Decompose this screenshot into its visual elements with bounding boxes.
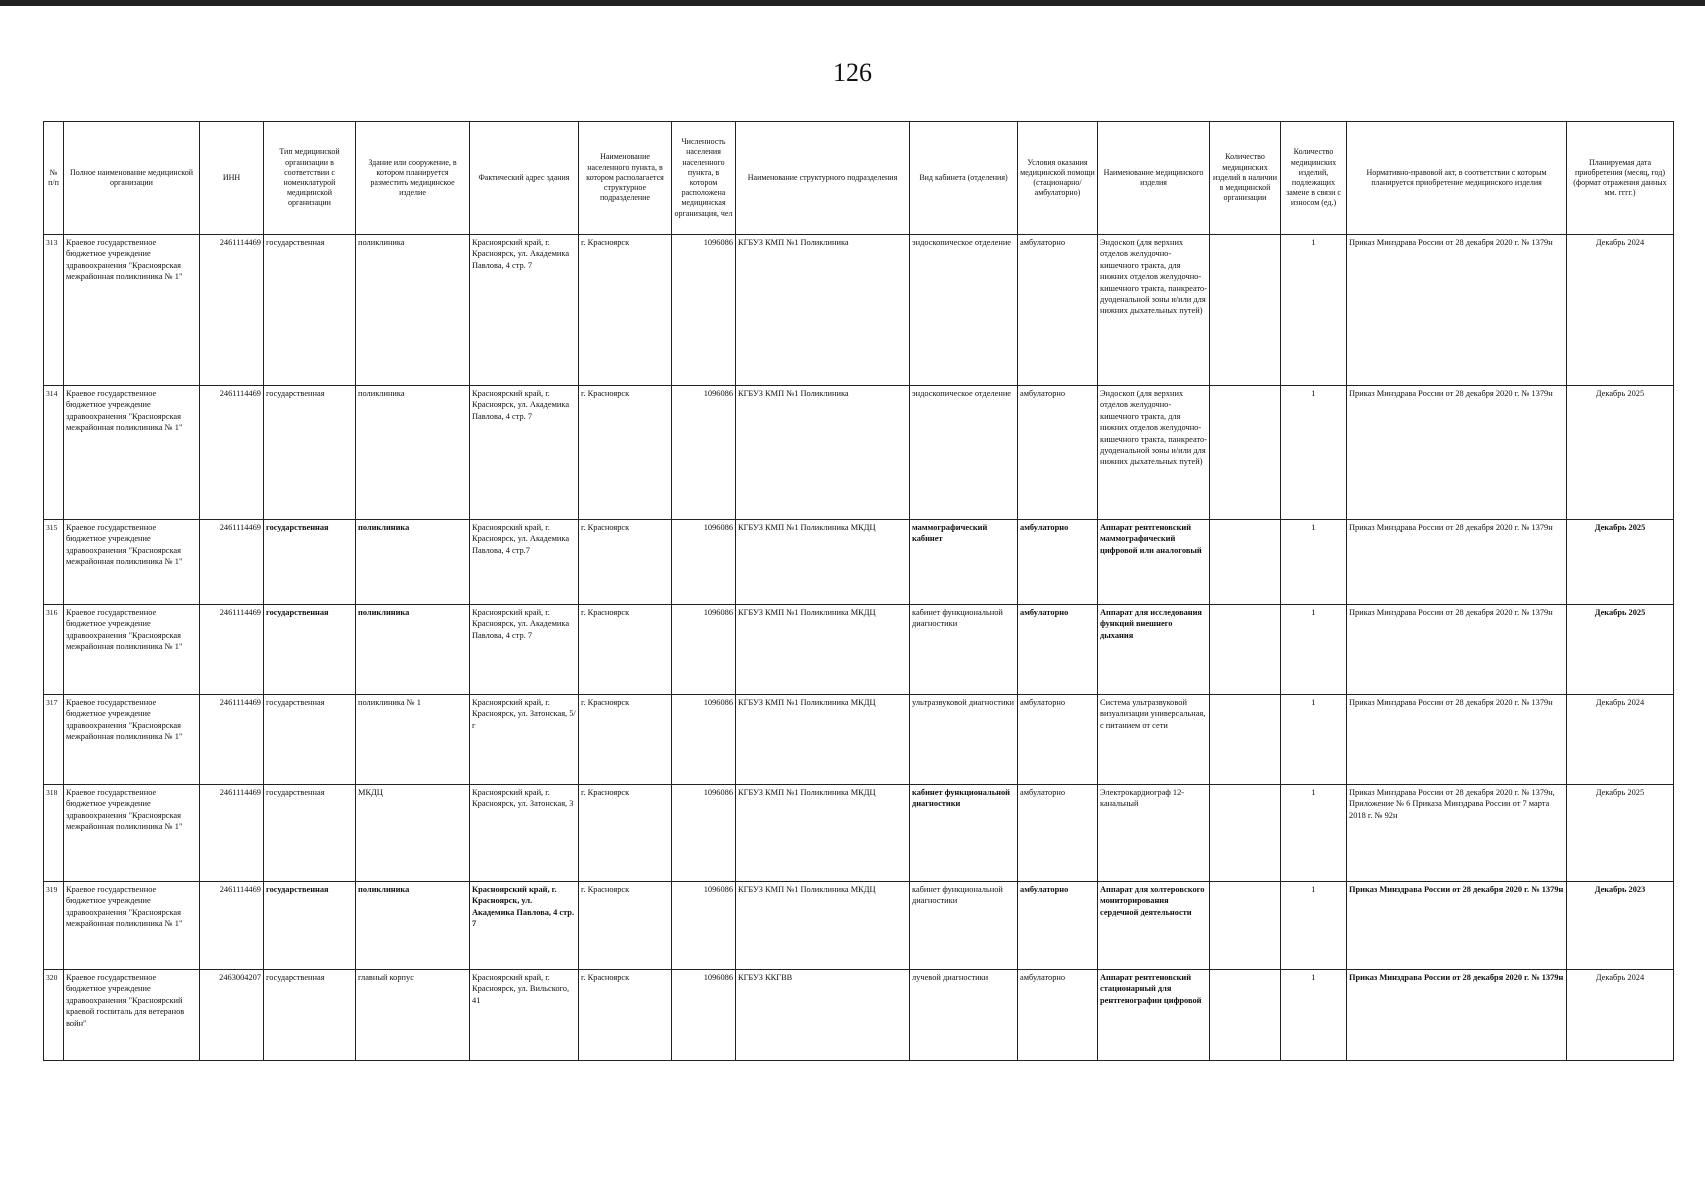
purchase-date: Декабрь 2024 <box>1567 970 1674 1061</box>
replace-count: 1 <box>1281 386 1347 520</box>
purchase-date: Декабрь 2025 <box>1567 785 1674 882</box>
available-count <box>1210 520 1281 605</box>
locality: г. Красноярск <box>579 235 672 386</box>
building: поликлиника <box>356 882 470 970</box>
building: поликлиника <box>356 386 470 520</box>
top-border-bar <box>0 0 1705 6</box>
column-header: Нормативно-правовой акт, в соответствии с которым планируется приобретение медицинского изделия <box>1347 122 1567 235</box>
population: 1096086 <box>672 605 736 695</box>
org-name: Краевое государственное бюджетное учреждение здравоохранения "Красноярская межрайонная поликлиника № 1" <box>64 785 200 882</box>
table-header-row <box>44 122 1674 235</box>
conditions: амбулаторно <box>1018 882 1098 970</box>
column-header: Наименование медицинского изделия <box>1098 122 1210 235</box>
table-row <box>44 520 1674 605</box>
org-type: государственная <box>264 605 356 695</box>
legal-act: Приказ Минздрава России от 28 декабря 2020 г. № 1379н <box>1347 520 1567 605</box>
conditions: амбулаторно <box>1018 386 1098 520</box>
population: 1096086 <box>672 235 736 386</box>
available-count <box>1210 785 1281 882</box>
population: 1096086 <box>672 785 736 882</box>
replace-count: 1 <box>1281 970 1347 1061</box>
locality: г. Красноярск <box>579 605 672 695</box>
address: Красноярский край, г. Красноярск, ул. Затонская, 5/г <box>470 695 579 785</box>
inn: 2461114469 <box>200 695 264 785</box>
purchase-date: Декабрь 2025 <box>1567 386 1674 520</box>
org-type: государственная <box>264 235 356 386</box>
legal-act: Приказ Минздрава России от 28 декабря 2020 г. № 1379н <box>1347 605 1567 695</box>
unit: КГБУЗ КМП №1 Поликлиника МКДЦ <box>736 882 910 970</box>
table-row <box>44 605 1674 695</box>
population: 1096086 <box>672 970 736 1061</box>
legal-act: Приказ Минздрава России от 28 декабря 2020 г. № 1379н <box>1347 235 1567 386</box>
column-header: Наименование структурного подразделения <box>736 122 910 235</box>
row-number: 314 <box>44 386 64 520</box>
purchase-date: Декабрь 2024 <box>1567 235 1674 386</box>
org-name: Краевое государственное бюджетное учреждение здравоохранения "Красноярская межрайонная поликлиника № 1" <box>64 605 200 695</box>
cabinet: ультразвуковой диагностики <box>910 695 1018 785</box>
column-header: Полное наименование медицинской организации <box>64 122 200 235</box>
building: поликлиника <box>356 235 470 386</box>
row-number: 313 <box>44 235 64 386</box>
cabinet: эндоскопическое отделение <box>910 386 1018 520</box>
org-name: Краевое государственное бюджетное учреждение здравоохранения "Красноярская межрайонная поликлиника № 1" <box>64 520 200 605</box>
population: 1096086 <box>672 386 736 520</box>
org-type: государственная <box>264 695 356 785</box>
available-count <box>1210 970 1281 1061</box>
legal-act: Приказ Минздрава России от 28 декабря 2020 г. № 1379н <box>1347 386 1567 520</box>
address: Красноярский край, г. Красноярск, ул. Академика Павлова, 4 стр. 7 <box>470 882 579 970</box>
row-number: 318 <box>44 785 64 882</box>
legal-act: Приказ Минздрава России от 28 декабря 2020 г. № 1379н <box>1347 970 1567 1061</box>
device: Аппарат для исследования функций внешнего дыхания <box>1098 605 1210 695</box>
unit: КГБУЗ КМП №1 Поликлиника МКДЦ <box>736 695 910 785</box>
locality: г. Красноярск <box>579 785 672 882</box>
conditions: амбулаторно <box>1018 520 1098 605</box>
page-number: 126 <box>833 58 872 87</box>
column-header: Фактический адрес здания <box>470 122 579 235</box>
population: 1096086 <box>672 695 736 785</box>
legal-act: Приказ Минздрава России от 28 декабря 2020 г. № 1379н <box>1347 882 1567 970</box>
equipment-table <box>43 121 1674 1061</box>
inn: 2461114469 <box>200 386 264 520</box>
org-name: Краевое государственное бюджетное учреждение здравоохранения "Красноярская межрайонная поликлиника № 1" <box>64 695 200 785</box>
table-row <box>44 386 1674 520</box>
org-name: Краевое государственное бюджетное учреждение здравоохранения "Красноярский краевой госпиталь для ветеранов войн" <box>64 970 200 1061</box>
available-count <box>1210 605 1281 695</box>
legal-act: Приказ Минздрава России от 28 декабря 2020 г. № 1379н, Приложение № 6 Приказа Минздрава России от 7 марта 2018 г. № 92н <box>1347 785 1567 882</box>
inn: 2461114469 <box>200 785 264 882</box>
inn: 2461114469 <box>200 605 264 695</box>
conditions: амбулаторно <box>1018 970 1098 1061</box>
building: поликлиника <box>356 520 470 605</box>
population: 1096086 <box>672 882 736 970</box>
cabinet: кабинет функциональной диагностики <box>910 882 1018 970</box>
conditions: амбулаторно <box>1018 785 1098 882</box>
row-number: 315 <box>44 520 64 605</box>
column-header: Здание или сооружение, в котором планируется разместить медицинское изделие <box>356 122 470 235</box>
available-count <box>1210 695 1281 785</box>
cabinet: маммографический кабинет <box>910 520 1018 605</box>
available-count <box>1210 386 1281 520</box>
address: Красноярский край, г. Красноярск, ул. Академика Павлова, 4 стр. 7 <box>470 605 579 695</box>
column-header: Вид кабинета (отделения) <box>910 122 1018 235</box>
building: главный корпус <box>356 970 470 1061</box>
address: Красноярский край, г. Красноярск, ул. Академика Павлова, 4 стр. 7 <box>470 235 579 386</box>
org-type: государственная <box>264 386 356 520</box>
unit: КГБУЗ КМП №1 Поликлиника <box>736 235 910 386</box>
device: Электрокардиограф 12-канальный <box>1098 785 1210 882</box>
column-header: Планируемая дата приобретения (месяц, год) (формат отражения данных мм. гггг.) <box>1567 122 1674 235</box>
building: МКДЦ <box>356 785 470 882</box>
address: Красноярский край, г. Красноярск, ул. Затонская, 3 <box>470 785 579 882</box>
replace-count: 1 <box>1281 785 1347 882</box>
available-count <box>1210 882 1281 970</box>
cabinet: кабинет функциональной диагностики <box>910 785 1018 882</box>
building: поликлиника № 1 <box>356 695 470 785</box>
org-type: государственная <box>264 882 356 970</box>
device: Эндоскоп (для верхних отделов желудочно-кишечного тракта, для нижних отделов желудочно-кишечного тракта, панкреато-дуоденальной зоны и/или для нижних дыхательных путей) <box>1098 386 1210 520</box>
org-name: Краевое государственное бюджетное учреждение здравоохранения "Красноярская межрайонная поликлиника № 1" <box>64 882 200 970</box>
building: поликлиника <box>356 605 470 695</box>
org-type: государственная <box>264 970 356 1061</box>
column-header: Условия оказания медицинской помощи (стационарно/амбулаторно) <box>1018 122 1098 235</box>
locality: г. Красноярск <box>579 882 672 970</box>
column-header: Количество медицинских изделий в наличии в медицинской организации <box>1210 122 1281 235</box>
device: Система ультразвуковой визуализации универсальная, с питанием от сети <box>1098 695 1210 785</box>
unit: КГБУЗ КМП №1 Поликлиника <box>736 386 910 520</box>
replace-count: 1 <box>1281 520 1347 605</box>
inn: 2461114469 <box>200 882 264 970</box>
unit: КГБУЗ ККГВВ <box>736 970 910 1061</box>
inn: 2461114469 <box>200 235 264 386</box>
table-row <box>44 785 1674 882</box>
column-header: Тип медицинской организации в соответствии с номенклатурой медицинской организации <box>264 122 356 235</box>
row-number: 320 <box>44 970 64 1061</box>
inn: 2461114469 <box>200 520 264 605</box>
unit: КГБУЗ КМП №1 Поликлиника МКДЦ <box>736 520 910 605</box>
cabinet: эндоскопическое отделение <box>910 235 1018 386</box>
row-number: 316 <box>44 605 64 695</box>
org-name: Краевое государственное бюджетное учреждение здравоохранения "Красноярская межрайонная поликлиника № 1" <box>64 386 200 520</box>
column-header: Численность населения населенного пункта, в котором расположена медицинская организация, чел <box>672 122 736 235</box>
cabinet: лучевой диагностики <box>910 970 1018 1061</box>
table-row <box>44 970 1674 1061</box>
org-type: государственная <box>264 785 356 882</box>
device: Эндоскоп (для верхних отделов желудочно-кишечного тракта, для нижних отделов желудочно-кишечного тракта, панкреато-дуоденальной зоны и/или для нижних дыхательных путей) <box>1098 235 1210 386</box>
column-header: № п/п <box>44 122 64 235</box>
table-row <box>44 235 1674 386</box>
replace-count: 1 <box>1281 695 1347 785</box>
device: Аппарат рентгеновский маммографический цифровой или аналоговый <box>1098 520 1210 605</box>
replace-count: 1 <box>1281 882 1347 970</box>
cabinet: кабинет функциональной диагностики <box>910 605 1018 695</box>
conditions: амбулаторно <box>1018 235 1098 386</box>
org-type: государственная <box>264 520 356 605</box>
purchase-date: Декабрь 2025 <box>1567 520 1674 605</box>
purchase-date: Декабрь 2024 <box>1567 695 1674 785</box>
address: Красноярский край, г. Красноярск, ул. Вильского, 41 <box>470 970 579 1061</box>
replace-count: 1 <box>1281 235 1347 386</box>
conditions: амбулаторно <box>1018 695 1098 785</box>
org-name: Краевое государственное бюджетное учреждение здравоохранения "Красноярская межрайонная поликлиника № 1" <box>64 235 200 386</box>
purchase-date: Декабрь 2025 <box>1567 605 1674 695</box>
device: Аппарат для холтеровского мониторирования сердечной деятельности <box>1098 882 1210 970</box>
address: Красноярский край, г. Красноярск, ул. Академика Павлова, 4 стр.7 <box>470 520 579 605</box>
locality: г. Красноярск <box>579 695 672 785</box>
row-number: 317 <box>44 695 64 785</box>
locality: г. Красноярск <box>579 520 672 605</box>
column-header: ИНН <box>200 122 264 235</box>
locality: г. Красноярск <box>579 970 672 1061</box>
table-row <box>44 882 1674 970</box>
row-number: 319 <box>44 882 64 970</box>
population: 1096086 <box>672 520 736 605</box>
purchase-date: Декабрь 2023 <box>1567 882 1674 970</box>
unit: КГБУЗ КМП №1 Поликлиника МКДЦ <box>736 785 910 882</box>
locality: г. Красноярск <box>579 386 672 520</box>
conditions: амбулаторно <box>1018 605 1098 695</box>
available-count <box>1210 235 1281 386</box>
unit: КГБУЗ КМП №1 Поликлиника МКДЦ <box>736 605 910 695</box>
legal-act: Приказ Минздрава России от 28 декабря 2020 г. № 1379н <box>1347 695 1567 785</box>
table-row <box>44 695 1674 785</box>
column-header: Наименование населенного пункта, в котором располагается структурное подразделение <box>579 122 672 235</box>
device: Аппарат рентгеновский стационарный для рентгенографии цифровой <box>1098 970 1210 1061</box>
replace-count: 1 <box>1281 605 1347 695</box>
address: Красноярский край, г. Красноярск, ул. Академика Павлова, 4 стр. 7 <box>470 386 579 520</box>
column-header: Количество медицинских изделий, подлежащих замене в связи с износом (ед.) <box>1281 122 1347 235</box>
inn: 2463004207 <box>200 970 264 1061</box>
